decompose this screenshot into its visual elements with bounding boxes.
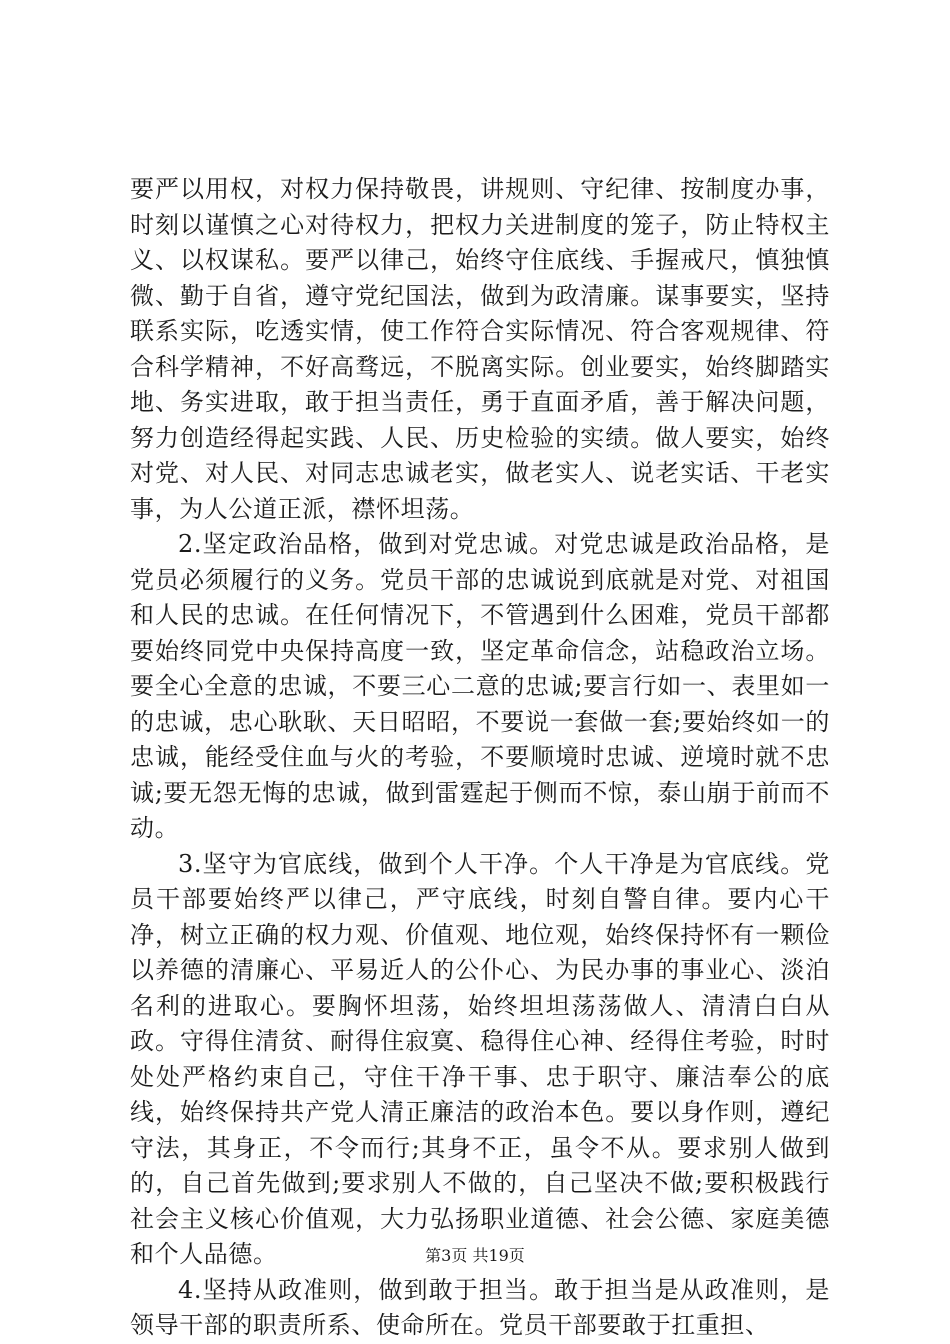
page-footer [0, 1243, 950, 1266]
paragraph-4: 4.坚持从政准则，做到敢于担当。敢于担当是从政准则，是领导干部的职责所系、使命所在。党员干部要敢于扛重担、 [130, 1275, 830, 1339]
paragraph-2: 2.坚定政治品格，做到对党忠诚。对党忠诚是政治品格，是党员必须履行的义务。党员干部的忠诚说到底就是对党、对祖国和人民的忠诚。在任何情况下，不管遇到什么困难，党员干部都要始终同党中央保持高度一致，坚定革命信念，站稳政治立场。要全心全意的忠诚，不要三心二意的忠诚;要言行如一、表里如一的忠诚，忠心耿耿、天日昭昭，不要说一套做一套;要始终如一的忠诚，能经受住血与火的考验，不要顺境时忠诚、逆境时就不忠诚;要无怨无悔的忠诚，做到雷霆起于侧而不惊，泰山崩于前而不动。 [130, 530, 830, 842]
paragraph-1: 要严以用权，对权力保持敬畏，讲规则、守纪律、按制度办事，时刻以谨慎之心对待权力，把权力关进制度的笼子，防止特权主义、以权谋私。要严以律己，始终守住底线、手握戒尺，慎独慎微、勤于自省，遵守党纪国法，做到为政清廉。谋事要实，坚持联系实际，吃透实情，使工作符合实际情况、符合客观规律、符合科学精神，不好高骛远，不脱离实际。创业要实，始终脚踏实地、务实进取，敢于担当责任，勇于直面矛盾，善于解决问题，努力创造经得起实践、人民、历史检验的实绩。做人要实，始终对党、对人民、对同志忠诚老实，做老实人、说老实话、干老实事，为人公道正派，襟怀坦荡。 [130, 175, 830, 523]
body-text [130, 172, 830, 1344]
paragraph-3: 3.坚守为官底线，做到个人干净。个人干净是为官底线。党员干部要始终严以律己，严守底线，时刻自警自律。要内心干净，树立正确的权力观、价值观、地位观，始终保持怀有一颗俭以养德的清廉心、平易近人的公仆心、为民办事的事业心、淡泊名利的进取心。要胸怀坦荡，始终坦坦荡荡做人、清清白白从政。守得住清贫、耐得住寂寞、稳得住心神、经得住考验，时时处处严格约束自己，守住干净干事、忠于职守、廉洁奉公的底线，始终保持共产党人清正廉洁的政治本色。要以身作则，遵纪守法，其身正，不令而行;其身不正，虽令不从。要求别人做到的，自己首先做到;要求别人不做的，自己坚决不做;要积极践行社会主义核心价值观，大力弘扬职业道德、社会公德、家庭美德和个人品德。 [130, 849, 830, 1268]
page-number-label: 第3页 共19页 [425, 1246, 525, 1265]
